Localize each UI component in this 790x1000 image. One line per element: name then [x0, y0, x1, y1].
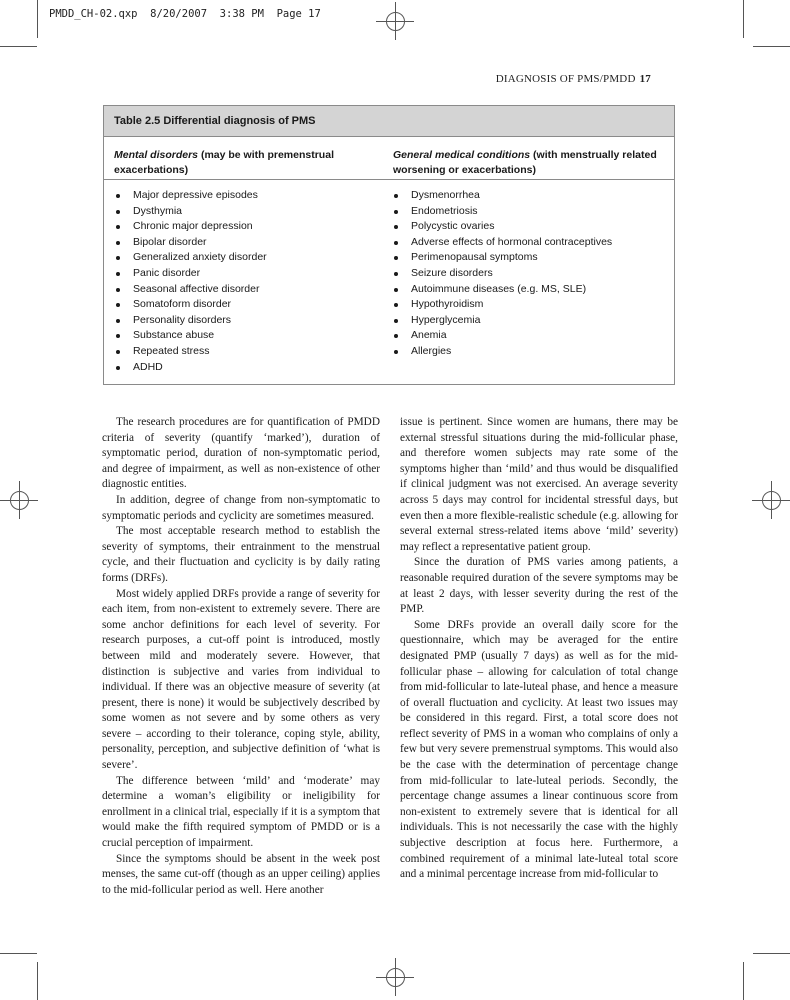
list-item: Adverse effects of hormonal contraceptives	[382, 235, 612, 251]
list-item: Dysthymia	[104, 204, 267, 220]
list-item: Somatoform disorder	[104, 297, 267, 313]
list-item: Dysmenorrhea	[382, 188, 612, 204]
paragraph: Most widely applied DRFs provide a range of severity for each item, from non-existent to extremely severe. There are some anchor definitions for each level of severity. For research purposes, a cut-off point is introduced, mostly between mild and moderately severe. However, that distinction is subjective and varies from individual to individual. If there was an objective measure of severity (at present, there is none) it would be subjectively described by some women as not severe and by some others as very severe – according to their tolerance, coping style, ability, personality, perception, and subjective definition of ‘what is severe’.	[102, 587, 380, 772]
paragraph: issue is pertinent. Since women are humans, there may be external stressful situations during the mid-follicular phase, and therefore women subjects may rate some of the symptoms higher than ‘mild’ and thus would be disqualified if clinical judgment was not exercised. An average severity across 5 days may control for incidental stressful days, but even then a more flexible-realistic schedule (e.g. allowing for several external stress-related items above ‘mild’ severity) may reflect a representative patient group.	[400, 416, 678, 553]
list-item: Chronic major depression	[104, 219, 267, 235]
mental-disorders-header-rest: (may be with premenstrual exacerbations)	[114, 149, 334, 176]
list-item: Hyperglycemia	[382, 313, 612, 329]
crop-mark	[0, 46, 37, 47]
list-item: Endometriosis	[382, 204, 612, 220]
registration-mark-icon	[382, 964, 408, 990]
page-number: 17	[639, 73, 651, 85]
body-text-left-column	[102, 415, 380, 898]
list-item: Major depressive episodes	[104, 188, 267, 204]
mental-disorders-list	[104, 188, 267, 375]
file-slug: PMDD_CH-02.qxp 8/20/2007 3:38 PM Page 17	[49, 8, 321, 20]
medical-conditions-header-italic: General medical conditions	[393, 149, 531, 161]
running-head	[496, 73, 651, 85]
paragraph: The research procedures are for quantification of PMDD criteria of severity (quantify ‘marked’), duration of symptomatic period, duration of non-symptomatic period, and degree of impairment, as well as non-existence of other diagnostic entities.	[102, 416, 380, 491]
list-item: Seizure disorders	[382, 266, 612, 282]
paragraph: The most acceptable research method to establish the severity of symptoms, their entrainment to the menstrual cycle, and their fluctuation and cyclicity is by daily rating forms (DRFs).	[102, 525, 380, 584]
list-item: Generalized anxiety disorder	[104, 250, 267, 266]
table-title: Table 2.5 Differential diagnosis of PMS	[104, 106, 674, 137]
list-item: Bipolar disorder	[104, 235, 267, 251]
crop-mark	[0, 953, 37, 954]
paragraph: Since the symptoms should be absent in the week post menses, the same cut-off (though as an upper ceiling) applies to the mid-follicular period as well. Here another	[102, 852, 380, 896]
list-item: Allergies	[382, 344, 612, 360]
mental-disorders-header	[114, 148, 364, 178]
paragraph: In addition, degree of change from non-symptomatic to symptomatic periods and cyclicity are sometimes measured.	[102, 493, 380, 522]
list-item: Substance abuse	[104, 328, 267, 344]
crop-mark	[37, 962, 38, 1000]
medical-conditions-list	[382, 188, 612, 360]
table-column-headers	[104, 137, 674, 180]
list-item: Anemia	[382, 328, 612, 344]
list-item: Panic disorder	[104, 266, 267, 282]
medical-conditions-header	[393, 148, 663, 178]
list-item: Hypothyroidism	[382, 297, 612, 313]
paragraph: The difference between ‘mild’ and ‘moderate’ may determine a woman’s eligibility or ineligibility for enrollment in a clinical trial, especially if it is a symptom that would make the fifth required symptom of PMDD or is a crucial perception of impairment.	[102, 774, 380, 850]
crop-mark	[743, 962, 744, 1000]
registration-mark-icon	[6, 487, 32, 513]
paragraph: Some DRFs provide an overall daily score for the questionnaire, which may be averaged for the entire designated PMP (usually 7 days) as well as for the mid-follicular phase – allowing for calculation of total change from mid-follicular to late-luteal phase, and hence a measure of overall fluctuation and cyclicity. At least two issues may be considered in this regard. First, a total score does not reflect severity of PMS in a woman who complains of only a few but very severe premenstrual symptoms. This would also be the case with the determination of percentage change from mid-follicular to late-luteal periods. Secondly, the percentage change assumes a linear continuous score from non-existent to extremely severe that is identical for all individuals. This is not necessarily the case with the highly subjective description at focus here. Furthermore, a combined requirement of a minimal late-luteal total score and a minimal percentage increase from mid-follicular to	[400, 618, 678, 881]
list-item: Autoimmune diseases (e.g. MS, SLE)	[382, 282, 612, 298]
mental-disorders-header-italic: Mental disorders	[114, 149, 199, 161]
paragraph: Since the duration of PMS varies among patients, a reasonable required duration of the severe symptoms may be at least 2 days, with lesser severity during the rest of the PMP.	[400, 556, 678, 616]
crop-mark	[37, 0, 38, 38]
running-head-title: DIAGNOSIS OF PMS/PMDD	[495, 73, 636, 85]
registration-mark-icon	[382, 8, 408, 34]
medical-conditions-header-rest: (with menstrually related worsening or exacerbations)	[393, 149, 657, 176]
list-item: Perimenopausal symptoms	[382, 250, 612, 266]
list-item: Personality disorders	[104, 313, 267, 329]
crop-mark	[753, 46, 790, 47]
list-item: Seasonal affective disorder	[104, 282, 267, 298]
list-item: ADHD	[104, 360, 267, 376]
registration-mark-icon	[758, 487, 784, 513]
differential-diagnosis-table	[103, 105, 675, 385]
crop-mark	[743, 0, 744, 38]
body-text-right-column	[400, 415, 678, 883]
list-item: Repeated stress	[104, 344, 267, 360]
crop-mark	[753, 953, 790, 954]
list-item: Polycystic ovaries	[382, 219, 612, 235]
